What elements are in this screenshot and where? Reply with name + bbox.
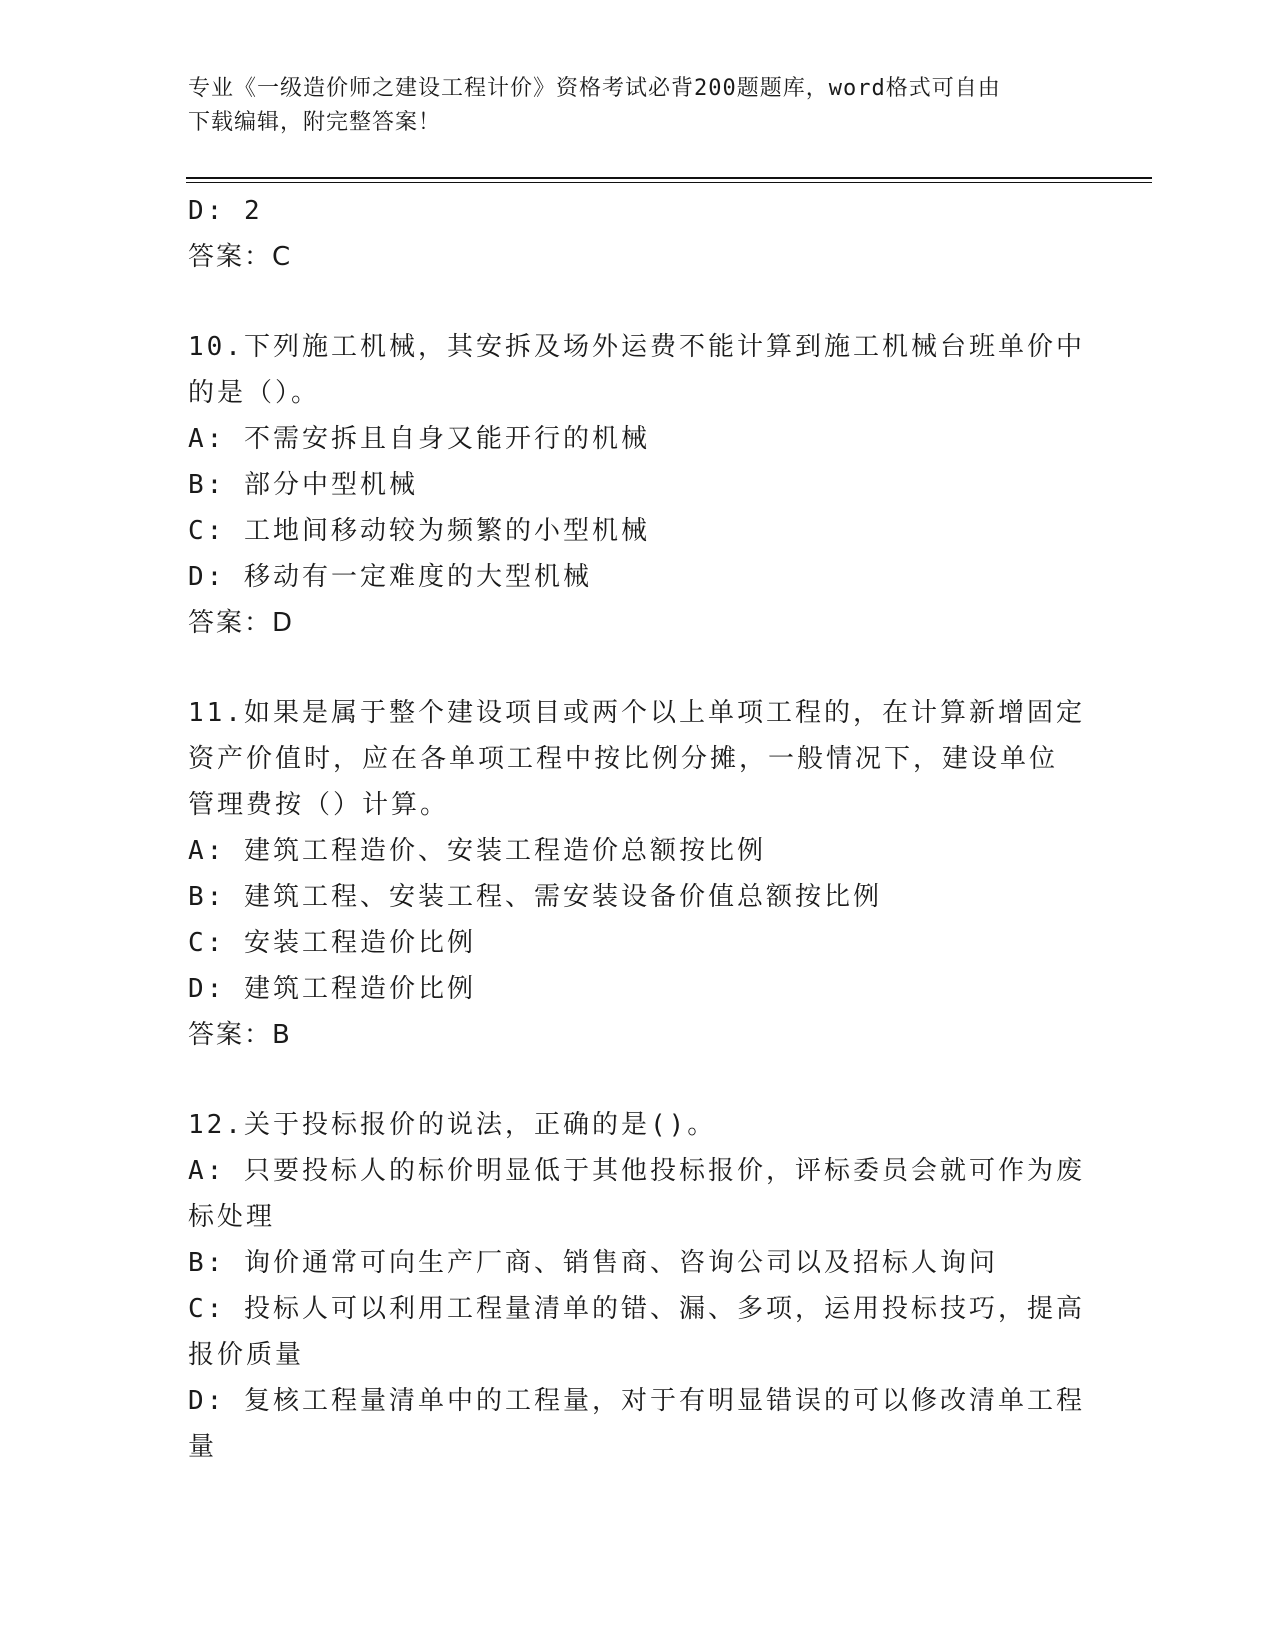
question-stem: 资产价值时，应在各单项工程中按比例分摊，一般情况下，建设单位: [188, 744, 1059, 774]
option-a: A: 建筑工程造价、安装工程造价总额按比例: [188, 836, 766, 866]
question-12: [188, 1102, 1088, 1470]
question-stem: 12.关于投标报价的说法，正确的是()。: [188, 1110, 717, 1140]
header-divider-thick: [186, 177, 1152, 179]
option-d: D: 移动有一定难度的大型机械: [188, 562, 592, 592]
option-d-continued: 量: [188, 1432, 218, 1462]
prev-option-d: D: 2: [188, 196, 263, 226]
answer: 答案：D: [188, 608, 295, 638]
option-c: C: 工地间移动较为频繁的小型机械: [188, 516, 650, 546]
option-c: C: 投标人可以利用工程量清单的错、漏、多项，运用投标技巧，提高: [188, 1294, 1085, 1324]
option-b: B: 建筑工程、安装工程、需安装设备价值总额按比例: [188, 882, 882, 912]
header-divider-thin: [186, 182, 1152, 183]
question-stem: 11.如果是属于整个建设项目或两个以上单项工程的，在计算新增固定: [188, 698, 1085, 728]
document-header: [188, 72, 1068, 140]
option-a: A: 不需安拆且自身又能开行的机械: [188, 424, 650, 454]
question-stem: 管理费按（）计算。: [188, 790, 450, 820]
prev-answer: 答案：C: [188, 242, 293, 272]
option-d: D: 复核工程量清单中的工程量，对于有明显错误的可以修改清单工程: [188, 1386, 1085, 1416]
option-c-continued: 报价质量: [188, 1340, 305, 1370]
spacer: [188, 280, 1088, 324]
option-a-continued: 标处理: [188, 1202, 276, 1232]
spacer: [188, 1058, 1088, 1102]
answer: 答案：B: [188, 1020, 292, 1050]
header-line-2: 下载编辑，附完整答案！: [188, 110, 442, 135]
question-content: [188, 188, 1088, 1470]
spacer: [188, 646, 1088, 690]
header-line-1: 专业《一级造价师之建设工程计价》资格考试必背200题题库，word格式可自由: [188, 76, 1001, 101]
option-d: D: 建筑工程造价比例: [188, 974, 476, 1004]
option-c: C: 安装工程造价比例: [188, 928, 476, 958]
question-11: [188, 690, 1088, 1058]
option-a: A: 只要投标人的标价明显低于其他投标报价，评标委员会就可作为废: [188, 1156, 1085, 1186]
question-stem: 的是（）。: [188, 378, 321, 408]
option-b: B: 询价通常可向生产厂商、销售商、咨询公司以及招标人询问: [188, 1248, 998, 1278]
option-b: B: 部分中型机械: [188, 470, 418, 500]
question-10: [188, 324, 1088, 646]
question-stem: 10.下列施工机械，其安拆及场外运费不能计算到施工机械台班单价中: [188, 332, 1085, 362]
